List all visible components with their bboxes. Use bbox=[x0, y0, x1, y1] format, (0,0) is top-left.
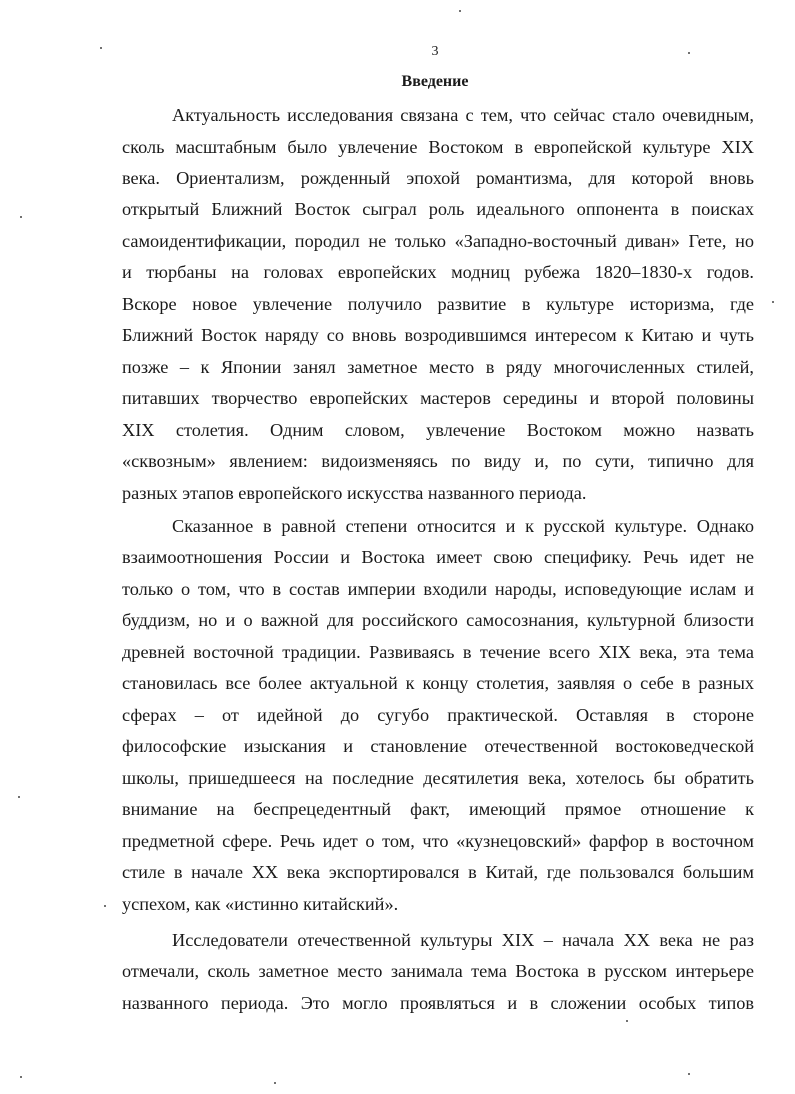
text-line: сколь масштабным было увлечение Востоком в европейской культуре XIX bbox=[122, 137, 754, 157]
scan-speck bbox=[626, 1020, 628, 1022]
text-line: Сказанное в равной степени относится и к русской культуре. Однако bbox=[172, 516, 754, 536]
text-line: внимание на беспрецедентный факт, имеющий прямое отношение к bbox=[122, 799, 754, 819]
text-line: успехом, как «истинно китайский». bbox=[122, 894, 399, 914]
text-line: питавших творчество европейских мастеров середины и второй половины bbox=[122, 388, 754, 408]
text-line: школы, пришедшееся на последние десятилетия века, хотелось бы обратить bbox=[122, 768, 754, 788]
text-line: стиле в начале XX века экспортировался в Китай, где пользовался большим bbox=[122, 862, 754, 882]
page-number: 3 bbox=[431, 44, 439, 59]
scan-speck bbox=[20, 1076, 22, 1078]
text-line: XIX столетия. Одним словом, увлечение Востоком можно назвать bbox=[122, 420, 754, 440]
text-line: сферах – от идейной до сугубо практической. Оставляя в стороне bbox=[122, 705, 754, 725]
text-line: взаимоотношения России и Востока имеет свою специфику. Речь идет не bbox=[122, 547, 754, 567]
text-line: предметной сфере. Речь идет о том, что «кузнецовский» фарфор в восточном bbox=[122, 831, 754, 851]
text-line: позже – к Японии занял заметное место в ряду многочисленных стилей, bbox=[122, 357, 754, 377]
text-line: буддизм, но и о важной для российского самосознания, культурной близости bbox=[122, 610, 754, 630]
scan-speck bbox=[772, 301, 774, 303]
text-line: «сквозным» явлением: видоизменяясь по виду и, по сути, типично для bbox=[122, 451, 754, 471]
scan-speck bbox=[100, 47, 102, 49]
text-line: названного периода. Это могло проявляться и в сложении особых типов bbox=[122, 993, 754, 1013]
text-line: Ближний Восток наряду со вновь возродившимся интересом к Китаю и чуть bbox=[122, 325, 754, 345]
text-line: разных этапов европейского искусства названного периода. bbox=[122, 483, 587, 503]
scan-speck bbox=[18, 796, 20, 798]
text-line: только о том, что в состав империи входили народы, исповедующие ислам и bbox=[122, 579, 754, 599]
scan-speck bbox=[688, 1073, 690, 1075]
text-line: Исследователи отечественной культуры XIX – начала XX века не раз bbox=[172, 930, 754, 950]
scan-speck bbox=[459, 10, 461, 12]
text-line: Вскоре новое увлечение получило развитие в культуре историзма, где bbox=[122, 294, 754, 314]
text-line: отмечали, сколь заметное место занимала тема Востока в русском интерьере bbox=[122, 961, 754, 981]
text-line: древней восточной традиции. Развиваясь в течение всего XIX века, эта тема bbox=[122, 642, 754, 662]
text-line: открытый Ближний Восток сыграл роль идеального оппонента в поисках bbox=[122, 199, 754, 219]
text-line: философские изыскания и становление отечественной востоковедческой bbox=[122, 736, 754, 756]
scan-speck bbox=[274, 1082, 276, 1084]
text-line: века. Ориентализм, рожденный эпохой романтизма, для которой вновь bbox=[122, 168, 754, 188]
scan-speck bbox=[20, 216, 22, 218]
text-line: становилась все более актуальной к концу столетия, заявляя о себе в разных bbox=[122, 673, 754, 693]
text-line: Актуальность исследования связана с тем, что сейчас стало очевидным, bbox=[172, 105, 754, 125]
scan-speck bbox=[688, 52, 690, 54]
text-line: и тюрбаны на головах европейских модниц рубежа 1820–1830-х годов. bbox=[122, 262, 754, 282]
text-line: самоидентификации, породил не только «Западно-восточный диван» Гете, но bbox=[122, 231, 754, 251]
section-title: Введение bbox=[401, 73, 469, 90]
scan-speck bbox=[104, 905, 106, 907]
